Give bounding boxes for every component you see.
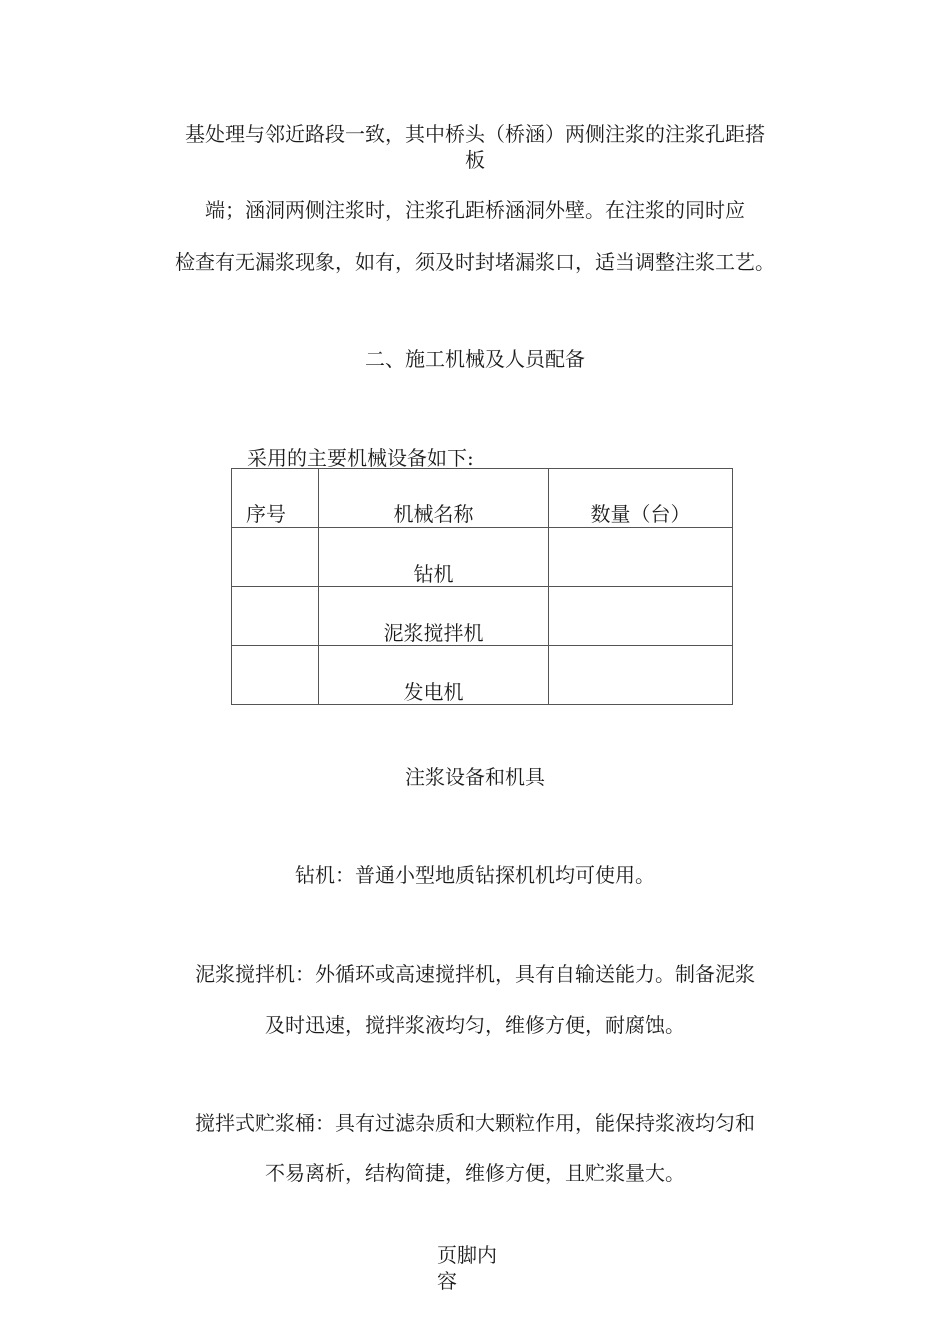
cell-machine-name: 钻机 — [319, 528, 549, 587]
paragraph-1-line-3: 端；涵洞两侧注浆时，注浆孔距桥涵洞外壁。在注浆的同时应 — [205, 198, 745, 222]
cell-machine-name: 泥浆搅拌机 — [319, 587, 549, 646]
mixer-description-line-1: 泥浆搅拌机：外循环或高速搅拌机，具有自输送能力。制备泥浆 — [195, 962, 755, 986]
header-machine-name: 机械名称 — [319, 469, 549, 528]
cell-quantity — [549, 587, 733, 646]
drill-description: 钻机：普通小型地质钻探机机均可使用。 — [295, 863, 655, 887]
table-row — [232, 587, 733, 646]
cell-machine-name: 发电机 — [319, 646, 549, 705]
equipment-table — [231, 468, 733, 705]
cell-index — [232, 587, 319, 646]
section-heading: 二、施工机械及人员配备 — [365, 347, 585, 371]
table-header-row — [232, 469, 733, 528]
table-row — [232, 646, 733, 705]
header-quantity: 数量（台） — [549, 469, 733, 528]
cell-quantity — [549, 646, 733, 705]
paragraph-1-line-1: 基处理与邻近路段一致，其中桥头（桥涵）两侧注浆的注浆孔距搭 — [185, 122, 765, 146]
cell-index — [232, 646, 319, 705]
tank-description-line-2: 不易离析，结构简捷，维修方便，且贮浆量大。 — [265, 1161, 685, 1185]
tank-description-line-1: 搅拌式贮浆桶：具有过滤杂质和大颗粒作用，能保持浆液均匀和 — [195, 1111, 755, 1135]
mixer-description-line-2: 及时迅速，搅拌浆液均匀，维修方便，耐腐蚀。 — [265, 1013, 685, 1037]
paragraph-1-line-2: 板 — [465, 148, 485, 172]
paragraph-1-line-4: 检查有无漏浆现象，如有，须及时封堵漏浆口，适当调整注浆工艺。 — [175, 250, 775, 274]
cell-index — [232, 528, 319, 587]
equipment-intro: 采用的主要机械设备如下: — [247, 446, 474, 470]
cell-quantity — [549, 528, 733, 587]
subheading: 注浆设备和机具 — [405, 765, 545, 789]
page-footer: 页脚内容 — [437, 1243, 497, 1293]
table-row — [232, 528, 733, 587]
header-index: 序号 — [232, 469, 319, 528]
